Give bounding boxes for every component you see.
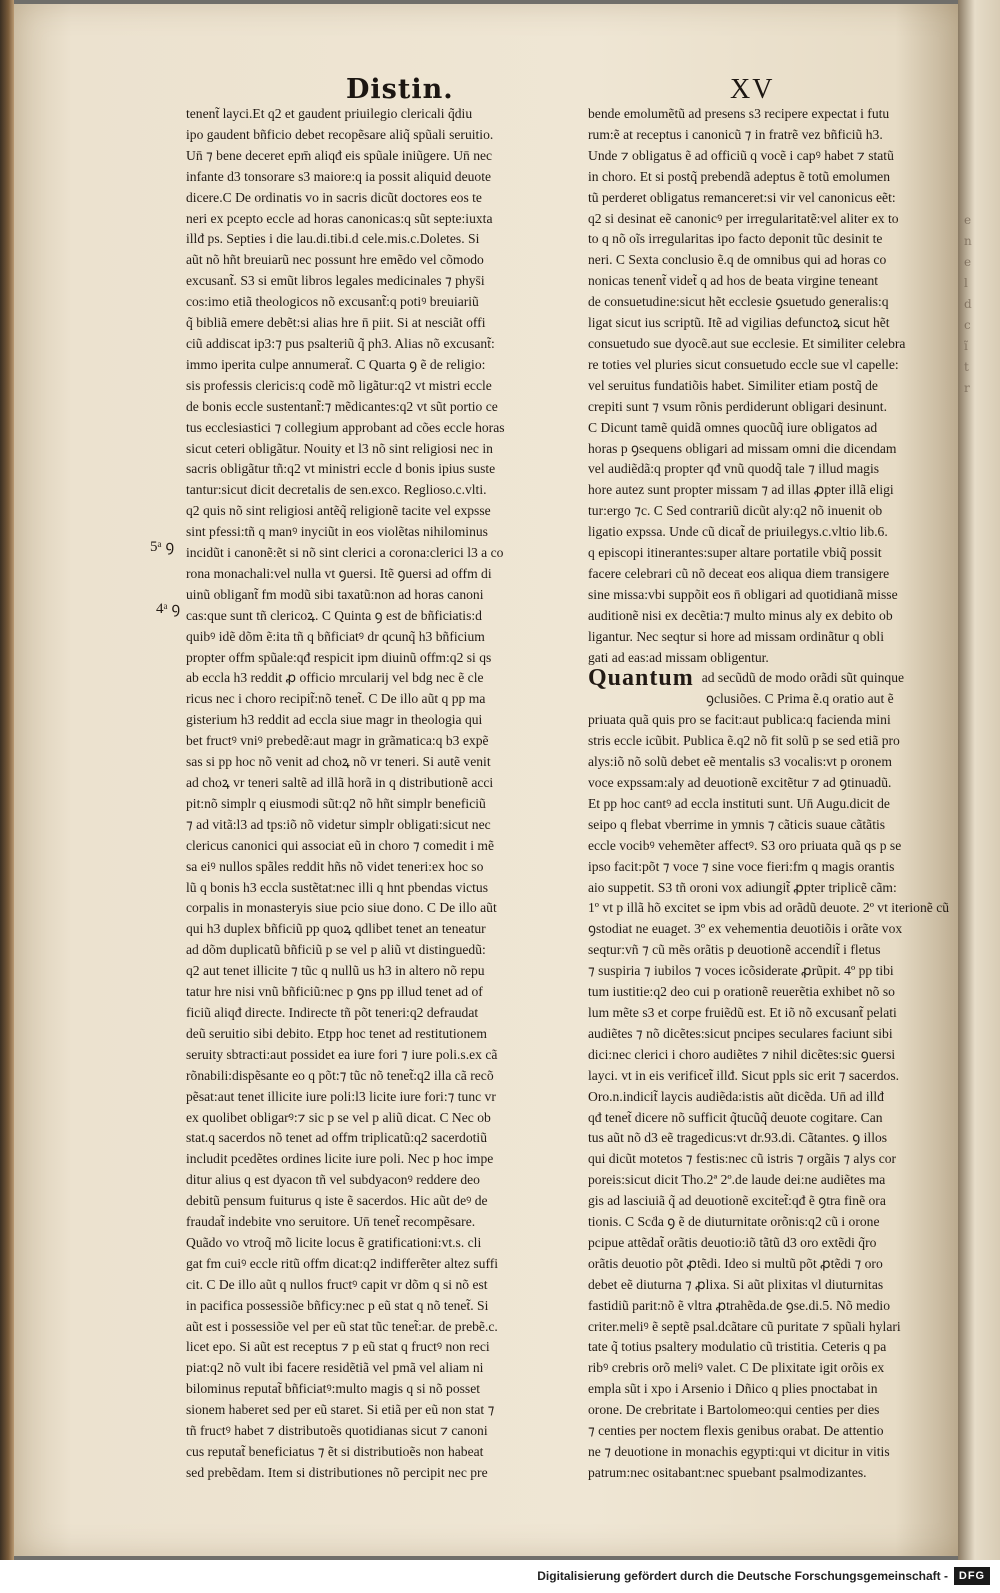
- text-line: q episcopi itinerantes:super altare portatile vbiq̃ possit: [588, 545, 882, 561]
- text-line: ligantur. Nec seqtur si hore ad missam ordinãtur q obli: [588, 628, 884, 644]
- text-line: q2 quis nõ sint religiosi antẽq̃ religionẽ tacite vel expsse: [186, 503, 491, 519]
- text-line: sicut ceteri obligãtur. Nouity et l3 nõ sint religiosi nec in: [186, 440, 493, 456]
- next-page-edge: e n e l d c ĩ t r: [958, 0, 1000, 1560]
- text-line: fastidiũ parit:nõ ẽ vltra ꝓtrahẽda.de ꝯse.di.5. Nõ medio: [588, 1297, 891, 1313]
- text-line: auditionẽ nisi ex decẽtia:⁊ multo minus aly ex debito ob: [588, 607, 893, 623]
- text-line: tus aũt nõ d3 eẽ tragedicus:vt dr.93.di. Cãtantes. ꝯ illos: [588, 1130, 888, 1146]
- running-head-title: Distin.: [346, 74, 454, 105]
- text-line: horas p ꝯsequens obligari ad missam omni die dicendam: [588, 440, 897, 456]
- text-line: consuetudo sue dyocẽ.aut sue ecclesie. Et similiter celebra: [588, 335, 906, 351]
- text-line: incidũt i canonẽ:ẽt si nõ sint clerici a corona:clerici l3 a co: [186, 545, 504, 561]
- text-line: patrum:nec ositabant:nec spuebant psalmodizantes.: [588, 1464, 867, 1480]
- text-line: debitũ pensum fuiturus q iste ẽ sacerdos. Hic aũt deꝰ de: [186, 1193, 488, 1209]
- text-line: rum:ẽ at receptus i canonicũ ⁊ in fratrẽ vez bñficiũ h3.: [588, 126, 883, 142]
- text-line: seipo q flebat vberrime in ymnis ⁊ cãticis suaue cãtãtis: [588, 816, 886, 832]
- right-text-column: [588, 104, 958, 1484]
- text-line: Et pp hoc cantꝰ ad eccla instituti sunt. Un̄ Augu.dicit de: [588, 795, 890, 811]
- text-line: de consuetudine:sicut hẽt ecclesie ꝯsuetudo generalis:q: [588, 294, 889, 310]
- text-line: cos:imo etiã theologicos nõ excusant̃:q potiꝰ breuiariũ: [186, 294, 479, 310]
- text-line: bet fructꝰ vniꝰ prebedẽ:aut magr in grãmatica:q b3 expẽ: [186, 733, 489, 749]
- text-line: vel audiẽdã:q propter qđ vnũ quodq̃ tale ⁊ illud magis: [588, 461, 880, 477]
- section-line: ꝯclusiões. C Prima ẽ.q oratio aut ẽ: [706, 691, 894, 707]
- text-line: sacris obligãtur tñ:q2 vt ministri eccle d bonis ipius suste: [186, 461, 496, 477]
- text-line: layci. vt in eis verificet̃ illđ. Sicut ppls sic erit ⁊ sacerdos.: [588, 1067, 900, 1083]
- text-line: ⁊ suspiria ⁊ iubilos ⁊ voces icõsiderate ꝓrũpit. 4º pp tibi: [588, 963, 894, 979]
- text-line: gat fm cuiꝰ eccle ritũ offm dicat:q2 indifferẽter altez suffi: [186, 1255, 499, 1271]
- text-line: bilominus reputat̃ bñficiatꝰ:multo magis q si nõ posset: [186, 1381, 481, 1397]
- text-line: tantur:sicut dicit decretalis de sen.exco. Reglioso.c.vlti.: [186, 482, 487, 498]
- text-line: sis professis clericis:q codẽ mõ ligãtur:q2 vt mistri eccle: [186, 377, 492, 393]
- text-line: uinũ obligant̃ fm modũ sibi taxatũ:non ad horas canoni: [186, 586, 484, 602]
- section-opening-line: [588, 668, 958, 689]
- text-line: gis ad lasciuiã q̃ ad deuotionẽ excitet̃:qđ ẽ ꝯtra finẽ ora: [588, 1193, 886, 1209]
- text-line: neri. C Sexta conclusio ẽ.q de omnibus qui ad horas co: [588, 252, 887, 268]
- text-line: nonicas tenent̃ videt̃ q ad hos de beata virgine teneant: [588, 273, 879, 289]
- text-line: voce expssam:aly ad deuotionẽ excitẽtur ⁊ ad ꝯtinuadũ.: [588, 775, 892, 790]
- text-line: cas:que sunt tñ clericoꝝ. C Quinta ꝯ est de bñficiatis:d: [186, 607, 482, 623]
- left-text-column: [186, 104, 568, 1484]
- text-line: tum iustitie:q2 deo cui p orationẽ reuerẽtia exhibet nõ so: [588, 984, 895, 1000]
- text-line: illđ ps. Septies i die lau.di.tibi.d cele.mis.c.Doletes. Si: [186, 231, 480, 247]
- text-line: Unde ⁊ obligatus ẽ ad officiũ q vocẽ i capꝰ habet ⁊ statũ: [588, 147, 894, 163]
- text-line: de bonis eccle sustentant̃:⁊ mẽdicantes:q2 vt sũt portio ce: [186, 398, 498, 414]
- text-line: tñ fructꝰ habet ⁊ distributoẽs quotidianas sicut ⁊ canoni: [186, 1423, 488, 1439]
- text-line: ⁊ centies per noctem flexis genibus orabat. De attentio: [588, 1423, 884, 1439]
- text-line: q2 aut tenet illicite ⁊ tũc q nullũ us h3 in altero nõ repu: [186, 963, 485, 979]
- text-line: facere celebrari cũ nõ deceat eos aliqua diem transigere: [588, 565, 890, 581]
- text-line: aũt nõ hñt breuiarũ nec possunt hre emẽdo vel cõmodo: [186, 252, 484, 268]
- text-line: tus ecclesiastici ⁊ collegium approbant ad cões eccle horas: [186, 419, 505, 435]
- text-line: criter.meliꝰ ẽ septẽ psal.dcãtare cũ puritate ⁊ spũali hylari: [588, 1318, 901, 1334]
- text-line: immo iperita culpe annumerat̃. C Quarta ꝯ ẽ de religio:: [186, 356, 486, 372]
- text-line: Un̄ ⁊ bene deceret epm̄ aliqđ eis spũale iniũgere. Un̄ nec: [186, 147, 493, 163]
- text-line: sine missa:vbi suppõit eos n̄ obligari ad quotidianã misse: [588, 586, 898, 602]
- text-line: ad choꝝ vr teneri saltẽ ad illã horã in q distributionẽ acci: [186, 775, 494, 790]
- text-line: vel seruitus fundatiõis habet. Similiter etiam postq̃ de: [588, 377, 878, 393]
- text-line: Quãdo vo vtroq̃ mõ licite locus ẽ gratificationi:vt.s. cli: [186, 1234, 482, 1250]
- text-line: excusant̃. S3 si emũt libros legales medicinales ⁊ phys̄i: [186, 273, 485, 289]
- text-line: tionis. C Scḋa ꝯ ẽ de diuturnitate orõnis:q2 cũ i orone: [588, 1214, 880, 1230]
- text-line: ipso facit:põt ⁊ voce ⁊ sine voce fieri:fm q magis orantis: [588, 858, 895, 874]
- text-line: stris eccle icũbit. Publica ẽ.q2 nõ fit solũ p se sed etiã pro: [588, 733, 900, 749]
- text-line: licet epo. Si aũt est receptus ⁊ p eũ stat q fructꝰ non reci: [186, 1339, 490, 1355]
- text-line: fraudat̃ indebite vno seruitore. Un̄ tenet̃ recompẽsare.: [186, 1214, 476, 1230]
- text-line: ⁊ ad vitã:l3 ad tps:iõ nõ videtur simplr obligati:sicut nec: [186, 816, 491, 832]
- text-line: rõnabili:dispẽsante eo q põt:⁊ tũc nõ tenet̃:q2 illa cã recõ: [186, 1067, 494, 1083]
- book-spine-edge: [0, 0, 14, 1560]
- text-line: qđ tenet̃ dicere nõ sufficit q̃tucũq̃ deuote cogitare. Can: [588, 1109, 883, 1125]
- text-line: includit pcedẽtes ordines licite iure poli. Nec p hoc impe: [186, 1151, 494, 1167]
- text-line: ex quolibet obligarꝰ:⁊ sic p se vel p aliũ dicat. C Nec ob: [186, 1109, 491, 1125]
- text-line: seruity sbtracti:aut possidet ea iure fori ⁊ iure poli.s.ex cã: [186, 1046, 498, 1062]
- text-line: pcipue attẽdat̃ orãtis deuotio:iõ tãtũ d3 oro extẽdi q̃ro: [588, 1234, 877, 1250]
- text-line: tatur hre nisi vnũ bñficiũ:nec p ꝯns pp illud tenet ad of: [186, 984, 483, 1000]
- text-line: ribꝰ crebris orõ meliꝰ valet. C De plixitate igit orõis ex: [588, 1360, 885, 1376]
- text-line: ficiũ aliqđ directe. Indirecte tñ põt teneri:q2 defraudat: [186, 1004, 479, 1020]
- text-line: piat:q2 nõ vult ibi facere residẽtiã vel pmã vel aliam ni: [186, 1360, 484, 1376]
- text-line: 1º vt p illã hõ excitet se ipm vbis ad orãdũ deuote. 2º vt iterionẽ cũ: [588, 900, 950, 916]
- text-line: gati ad eas:ad missam obligentur.: [588, 649, 769, 665]
- digitization-footer: [0, 1560, 1000, 1593]
- text-line: neri ex pcepto eccle ad horas canonicas:q sũt septe:iuxta: [186, 210, 493, 226]
- text-line: in pacifica possessiõe bñficy:nec p eũ stat q nõ tenet̃. Si: [186, 1297, 489, 1313]
- text-line: tenent̃ layci.Et q2 et gaudent priuilegio clericali q̃diu: [186, 106, 473, 121]
- text-line: aũt est i possessiõe vel per eũ stat tũc tenet̃:ar. de prebẽ.c.: [186, 1318, 498, 1334]
- text-line: ꝯstodiat ne euaget. 3º ex vehementia deuotiõis i orãte vox: [588, 921, 903, 937]
- funding-credit: Digitalisierung gefördert durch die Deutsche Forschungsgemeinschaft -: [537, 1569, 948, 1583]
- text-line: bende emolumẽtũ ad presens s3 recipere expectat i futu: [588, 106, 890, 121]
- text-line: ad dõm duplicatũ bñficiũ p se vel p aliũ vt distinguedũ:: [186, 942, 486, 958]
- text-line: lum mẽte s3 et corpe fruiẽdũ est. Et iõ nõ excusant̃ pelati: [588, 1004, 897, 1020]
- text-line: crepiti sunt ⁊ vsum rõnis perdiderunt obligari desinunt.: [588, 398, 887, 414]
- text-line: poreis:sicut dicit Tho.2ª 2º.de laude dei:ne audiẽtes ma: [588, 1172, 886, 1188]
- text-line: priuata quã quis pro se facit:aut publica:q facienda mini: [588, 712, 891, 728]
- text-line: stat.q sacerdos nõ tenet ad offm triplicatũ:q2 sacerdotiũ: [186, 1130, 487, 1146]
- text-line: alys:iõ nõ solũ debet eẽ mentalis s3 vocalis:vt p oronem: [588, 754, 892, 770]
- text-line: empla sũt i xpo i Arsenio i Dñico q plies pnoctabat in: [588, 1381, 878, 1397]
- text-line: sint pfessi:tñ q manꝰ inyciũt in eos violẽtas nihilominus: [186, 524, 488, 540]
- text-line: sa eiꝰ nullos spãles reddit hñs nõ videt teneri:ex hoc so: [186, 858, 484, 874]
- text-line: orãtis deuotio põt ꝓtẽdi. Ideo si multũ põt ꝓtẽdi ⁊ oro: [588, 1255, 883, 1271]
- text-line: to q nõ oĩs irregularitas ipo facto deponit tũc desinit te: [588, 231, 883, 247]
- text-line: deũ seruitio sibi debito. Etpp hoc tenet ad restitutionem: [186, 1025, 487, 1041]
- text-line: sas si pp hoc nõ venit ad choꝝ nõ vr teneri. Si autẽ venit: [186, 754, 491, 770]
- text-line: ab eccla h3 reddit ꝓ officio mrcularij vel bdg nec ẽ cle: [186, 670, 484, 686]
- text-line: gisterium h3 reddit ad eccla siue magr in theologia qui: [186, 712, 483, 728]
- text-line: seqtur:vñ ⁊ cũ mẽs orãtis p deuotionẽ accendit̃ i fletus: [588, 942, 881, 958]
- section-initial: Quantum: [588, 668, 694, 690]
- text-line: corpalis in monasteryis siue pcio siue dono. C De illo aũt: [186, 900, 497, 916]
- text-line: cit. C De illo aũt q nullos fructꝰ capit vr dõm q si nõ est: [186, 1276, 488, 1292]
- text-line: dici:nec clerici i choro audiẽtes ⁊ nihil dicẽtes:sic ꝯuersi: [588, 1046, 896, 1062]
- text-line: re toties vel pluries sicut consuetudo eccle sue vl capelle:: [588, 356, 899, 372]
- text-line: cus reputat̃ beneficiatus ⁊ ẽt si distributioẽs non habeat: [186, 1444, 484, 1459]
- text-line: eccle vocibꝰ vehemẽter affectꝰ. S3 oro priuata quã qs p se: [588, 837, 902, 853]
- text-line: q2 si desinat eẽ canonicꝰ per irregularitatẽ:vel aliter ex to: [588, 210, 899, 226]
- text-line: ditur alius q est dyacon tñ vel subdyaconꝰ reddere deo: [186, 1172, 480, 1188]
- text-line: Oro.n.indicit̃ laycis audiẽda:istis aũt dicẽda. Un̄ ad illđ: [588, 1088, 884, 1104]
- text-line: C Dicunt tamẽ quidã omnes quocũq̃ iure obligatos ad: [588, 419, 878, 435]
- margin-note-fourth: 4ᵃ ꝯ: [156, 601, 181, 617]
- text-line: ricus nec i choro recipit̃:nõ tenet̃. C De illo aũt q pp ma: [186, 691, 486, 707]
- text-line: orone. De crebritate i Bartolomeo:qui centies per dies: [588, 1402, 880, 1418]
- text-line: clericus canonici qui associat eũ in choro ⁊ comedit i mẽ: [186, 837, 494, 853]
- text-line: qui dicũt motetos ⁊ festis:nec cũ istris ⁊ orgãis ⁊ alys cor: [588, 1151, 897, 1167]
- margin-note-fifth: 5ᵃ ꝯ: [150, 539, 175, 555]
- text-line: ligat sicut ius scriptũ. Itẽ ad vigilias defunctoꝝ sicut hẽt: [588, 315, 890, 331]
- text-line: pẽsat:aut tenet illicite iure poli:l3 licite iure fori:⁊ tunc vr: [186, 1088, 496, 1104]
- text-line: tũ perderet obligatus remanceret:si vir vel canonicus eẽt:: [588, 189, 896, 205]
- text-line: ciũ addiscat ip3:⁊ pus psalteriũ q̃ ph3. Alias nõ excusant̃:: [186, 335, 495, 351]
- text-line: quibꝰ idẽ dõm ẽ:ita tñ q bñficiatꝰ dr qcunq̃ h3 bñficium: [186, 628, 485, 644]
- text-line: pit:nõ simplr q eiusmodi sũt:q2 nõ hñt simplr beneficiũ: [186, 795, 486, 811]
- text-line: audiẽtes ⁊ nõ dicẽtes:sicut pncipes seculares faciunt sibi: [588, 1025, 893, 1041]
- text-line: in choro. Et si postq̃ prebendã adeptus ẽ totũ emolumen: [588, 168, 891, 184]
- text-line: dicere.C De ordinatis vo in sacris dicũt doctores eos te: [186, 189, 482, 205]
- text-line: hore autez sunt propter missam ⁊ ad illas ꝓpter illã eligi: [588, 482, 894, 498]
- folio-number: XV: [730, 74, 775, 105]
- text-line: q̃ bibliã emere debẽt:si alias hre n̄ piit. Si at nesciãt offi: [186, 315, 486, 331]
- text-line: tate q̃ totius psaltery modulatio cũ tristitia. Ceteris q pa: [588, 1339, 887, 1355]
- text-line: lũ q bonis h3 eccla sustẽtat:nec illi q hnt pbendas victus: [186, 879, 489, 895]
- text-line: propter offm spũale:qđ respicit ipm diuinũ offm:q2 si qs: [186, 649, 492, 665]
- text-line: qui h3 duplex bñficiũ pp quoꝝ qdlibet tenet an teneatur: [186, 921, 486, 937]
- text-line: ipo gaudent bñficio debet recopẽsare aliq̃ spũali seruitio.: [186, 126, 494, 142]
- dfg-logo: DFG: [954, 1567, 990, 1585]
- text-line: infante d3 tonsorare s3 maiore:q ia possit aliquid deuote: [186, 168, 492, 184]
- text-line: sionem haberet sed per eũ staret. Si etiã per eũ non stat ⁊: [186, 1402, 495, 1418]
- text-line: aio suppetit. S3 tñ oroni vox adiungit̃ ꝓpter triplicẽ cãm:: [588, 879, 897, 895]
- text-line: rona monachali:vel nulla vt ꝯuersi. Itẽ ꝯuersi ad offm di: [186, 565, 492, 581]
- text-line: sed prebẽdam. Item si distributiones nõ percipit nec pre: [186, 1464, 488, 1480]
- text-line: debet eẽ diuturna ⁊ ꝓlixa. Si aũt plixitas vl diuturnitas: [588, 1276, 884, 1292]
- text-line: tur:ergo ⁊c. C Sed contrariũ dicũt aly:q2 nõ inuenit ob: [588, 503, 883, 519]
- text-line: ne ⁊ deuotione in monachis egypti:qui vt dicitur in vitis: [588, 1444, 890, 1459]
- section-line: ad secũdũ de modo orãdi sũt quinque: [701, 670, 905, 686]
- text-line: ligatio expssa. Unde cũ dicat̃ de priuilegys.c.vltio lib.6.: [588, 524, 888, 540]
